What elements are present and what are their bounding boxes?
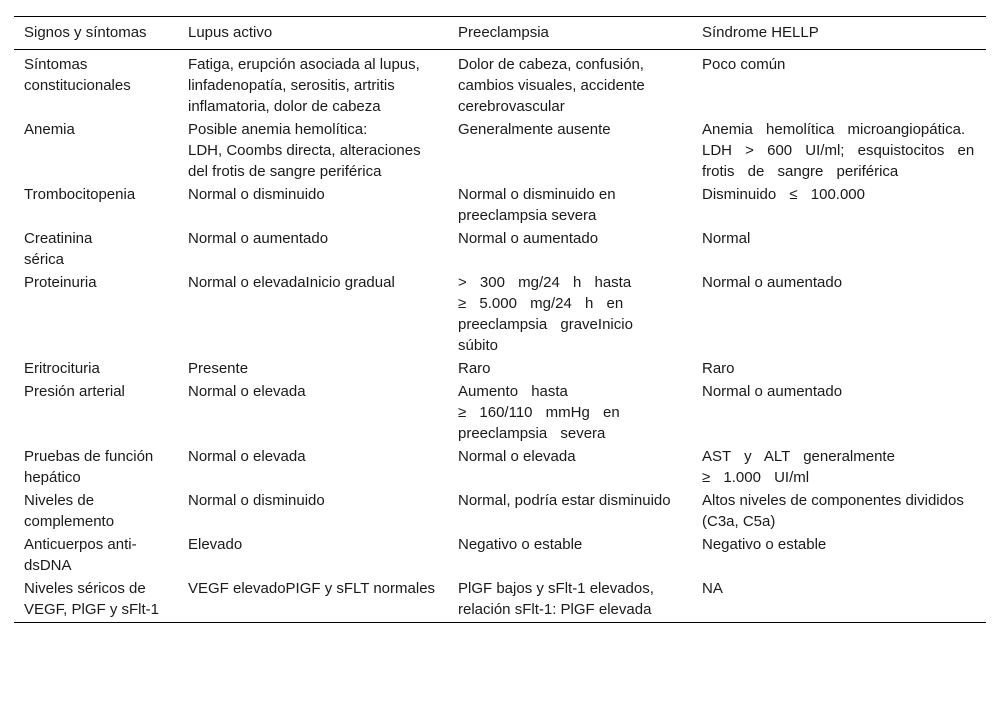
cell-lupus: Normal o elevadaInicio gradual	[188, 274, 395, 291]
table-row	[14, 577, 986, 623]
table-row	[14, 271, 986, 357]
cell-lupus: Elevado	[188, 536, 243, 553]
header-hellp-syndrome: Síndrome HELLP	[702, 24, 819, 41]
cell-hellp: Negativo o estable	[702, 536, 827, 553]
row-label: Anemia	[24, 121, 75, 138]
cell-hellp: Anemia hemolítica microangiopática. LDH > 600 UI/ml; esquistocitos en frotis de sangre periférica	[702, 121, 975, 180]
table-row	[14, 533, 986, 577]
cell-preeclampsia: PlGF bajos y sFlt-1 elevados, relación sFlt-1: PlGF elevada	[458, 580, 654, 618]
table-row	[14, 118, 986, 183]
cell-preeclampsia: Negativo o estable	[458, 536, 583, 553]
cell-preeclampsia: Dolor de cabeza, confusión, cambios visuales, accidente cerebrovascular	[458, 56, 645, 115]
header-preeclampsia: Preeclampsia	[458, 24, 549, 41]
table-row	[14, 380, 986, 445]
cell-hellp: Normal	[702, 230, 751, 247]
cell-hellp: Poco común	[702, 56, 786, 73]
row-label: Eritrocituria	[24, 360, 100, 377]
cell-hellp: Raro	[702, 360, 735, 377]
row-label: Niveles de complemento	[24, 492, 115, 530]
row-label: Niveles séricos de VEGF, PlGF y sFlt-1	[24, 580, 160, 618]
row-label: Síntomas constitucionales	[24, 56, 131, 94]
cell-hellp: AST y ALT generalmente ≥ 1.000 UI/ml	[702, 448, 895, 486]
table-row	[14, 489, 986, 533]
cell-preeclampsia: Normal o aumentado	[458, 230, 599, 247]
cell-preeclampsia: Generalmente ausente	[458, 121, 611, 138]
table-header-row	[14, 17, 986, 50]
cell-preeclampsia: Normal o elevada	[458, 448, 576, 465]
cell-hellp: Normal o aumentado	[702, 383, 843, 400]
comparison-table-container	[14, 16, 986, 623]
row-label: Anticuerpos anti-dsDNA	[24, 536, 137, 574]
cell-preeclampsia: Normal, podría estar disminuido	[458, 492, 671, 509]
row-label: Creatinina sérica	[24, 230, 93, 268]
cell-preeclampsia: Normal o disminuido en preeclampsia severa	[458, 186, 616, 224]
cell-lupus: Fatiga, erupción asociada al lupus, linfadenopatía, serositis, artritis inflamatoria, dolor de cabeza	[188, 56, 420, 115]
cell-lupus: Normal o elevada	[188, 448, 306, 465]
cell-preeclampsia: > 300 mg/24 h hasta ≥ 5.000 mg/24 h en preeclampsia graveInicio súbito	[458, 274, 633, 354]
cell-hellp: NA	[702, 580, 723, 597]
cell-lupus: Normal o disminuido	[188, 186, 325, 203]
cell-hellp: Disminuido ≤ 100.000	[702, 186, 865, 203]
table-row	[14, 227, 986, 271]
header-active-lupus: Lupus activo	[188, 24, 273, 41]
comparison-table	[14, 16, 986, 623]
cell-lupus: Normal o aumentado	[188, 230, 329, 247]
cell-hellp: Normal o aumentado	[702, 274, 843, 291]
header-signs-symptoms: Signos y síntomas	[24, 24, 147, 41]
cell-preeclampsia: Aumento hasta ≥ 160/110 mmHg en preeclampsia severa	[458, 383, 620, 442]
row-label: Presión arterial	[24, 383, 125, 400]
row-label: Trombocitopenia	[24, 186, 136, 203]
cell-lupus: Normal o disminuido	[188, 492, 325, 509]
table-row	[14, 50, 986, 119]
cell-hellp: Altos niveles de componentes divididos (C3a, C5a)	[702, 492, 964, 530]
cell-lupus: Presente	[188, 360, 249, 377]
table-row	[14, 445, 986, 489]
cell-lupus: Posible anemia hemolítica: LDH, Coombs directa, alteraciones del frotis de sangre periférica	[188, 121, 421, 180]
cell-preeclampsia: Raro	[458, 360, 491, 377]
row-label: Pruebas de función hepático	[24, 448, 154, 486]
row-label: Proteinuria	[24, 274, 97, 291]
cell-lupus: Normal o elevada	[188, 383, 306, 400]
table-row	[14, 357, 986, 380]
cell-lupus: VEGF elevadoPIGF y sFLT normales	[188, 580, 436, 597]
table-row	[14, 183, 986, 227]
